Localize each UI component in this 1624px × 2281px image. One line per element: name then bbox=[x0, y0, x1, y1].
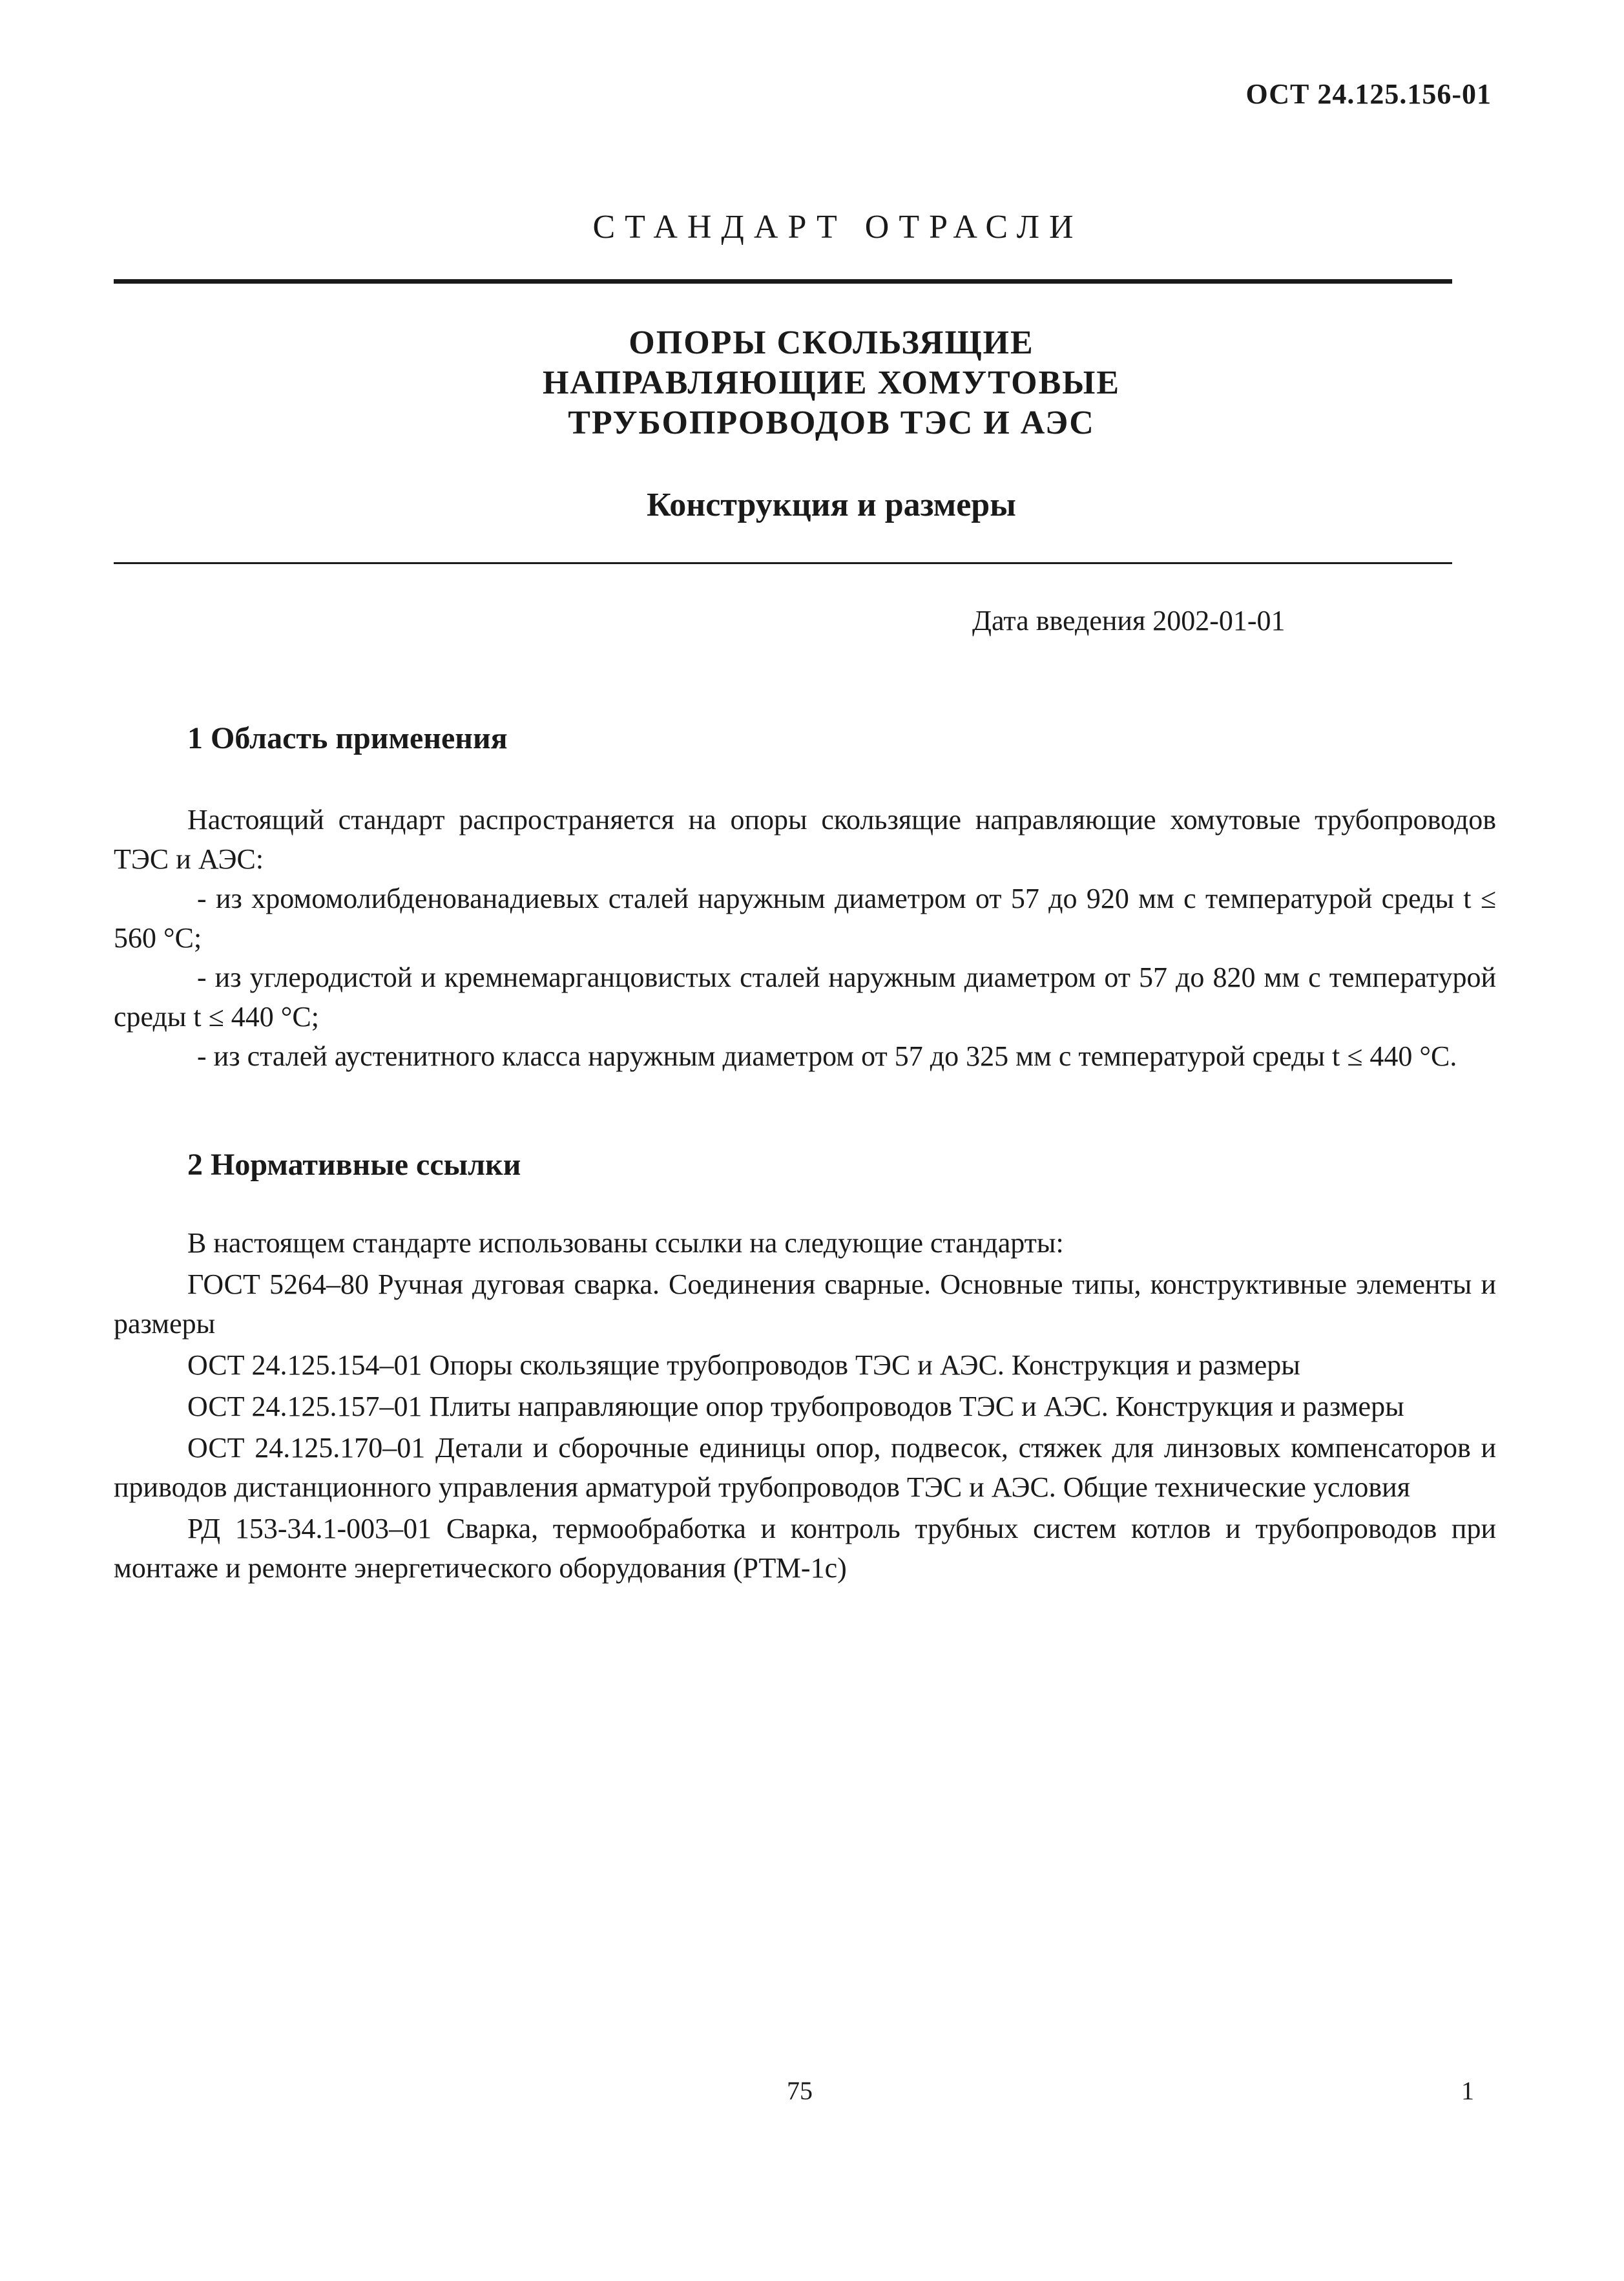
section-references-body bbox=[114, 1223, 1496, 1590]
section-scope-body bbox=[114, 800, 1496, 1076]
reference-item: ОСТ 24.125.170–01 Детали и сборочные единицы опор, подвесок, стяжек для линзовых компенсаторов и приводов дистанционного управления арматурой трубопроводов ТЭС и АЭС. Общие технические условия bbox=[114, 1432, 1496, 1503]
document-title bbox=[0, 323, 1624, 443]
top-divider bbox=[114, 279, 1452, 284]
page-number: 75 bbox=[787, 2076, 813, 2105]
scope-list-item: - из сталей аустенитного класса наружным диаметром от 57 до 325 мм с температурой среды t ≤ 440 °С. bbox=[197, 1040, 1457, 1072]
scope-list-item: - из хромомолибденованадиевых сталей наружным диаметром от 57 до 920 мм с температурой среды t ≤ 560 °С; bbox=[114, 883, 1496, 954]
standard-type-heading: СТАНДАРТ ОТРАСЛИ bbox=[592, 209, 1083, 246]
section-heading-references: 2 Нормативные ссылки bbox=[187, 1148, 521, 1182]
reference-item: РД 153-34.1-003–01 Сварка, термообработка и контроль трубных систем котлов и трубопроводов при монтаже и ремонте энергетического оборудования (РТМ-1с) bbox=[114, 1513, 1496, 1584]
title-line: ОПОРЫ СКОЛЬЗЯЩИЕ bbox=[629, 324, 1034, 361]
document-subtitle: Конструкция и размеры bbox=[647, 487, 1016, 523]
title-line: ТРУБОПРОВОДОВ ТЭС И АЭС bbox=[568, 405, 1095, 441]
references-intro-paragraph: В настоящем стандарте использованы ссылки на следующие стандарты: bbox=[187, 1227, 1064, 1259]
introduction-date: Дата введения 2002-01-01 bbox=[972, 605, 1286, 636]
bottom-divider bbox=[114, 562, 1452, 564]
sheet-number: 1 bbox=[1461, 2076, 1474, 2105]
reference-item: ОСТ 24.125.154–01 Опоры скользящие трубопроводов ТЭС и АЭС. Конструкция и размеры bbox=[187, 1349, 1300, 1381]
title-line: НАПРАВЛЯЮЩИЕ ХОМУТОВЫЕ bbox=[542, 364, 1121, 401]
reference-item: ОСТ 24.125.157–01 Плиты направляющие опор трубопроводов ТЭС и АЭС. Конструкция и размеры bbox=[187, 1391, 1404, 1422]
scope-intro-paragraph: Настоящий стандарт распространяется на опоры скользящие направляющие хомутовые трубопроводов ТЭС и АЭС: bbox=[114, 804, 1496, 875]
reference-item: ГОСТ 5264–80 Ручная дуговая сварка. Соединения сварные. Основные типы, конструктивные элементы и размеры bbox=[114, 1268, 1496, 1340]
scope-list-item: - из углеродистой и кремнемарганцовистых сталей наружным диаметром от 57 до 820 мм с температурой среды t ≤ 440 °С; bbox=[114, 962, 1496, 1033]
document-code: ОСТ 24.125.156-01 bbox=[1245, 78, 1492, 110]
section-heading-scope: 1 Область применения bbox=[187, 721, 508, 755]
